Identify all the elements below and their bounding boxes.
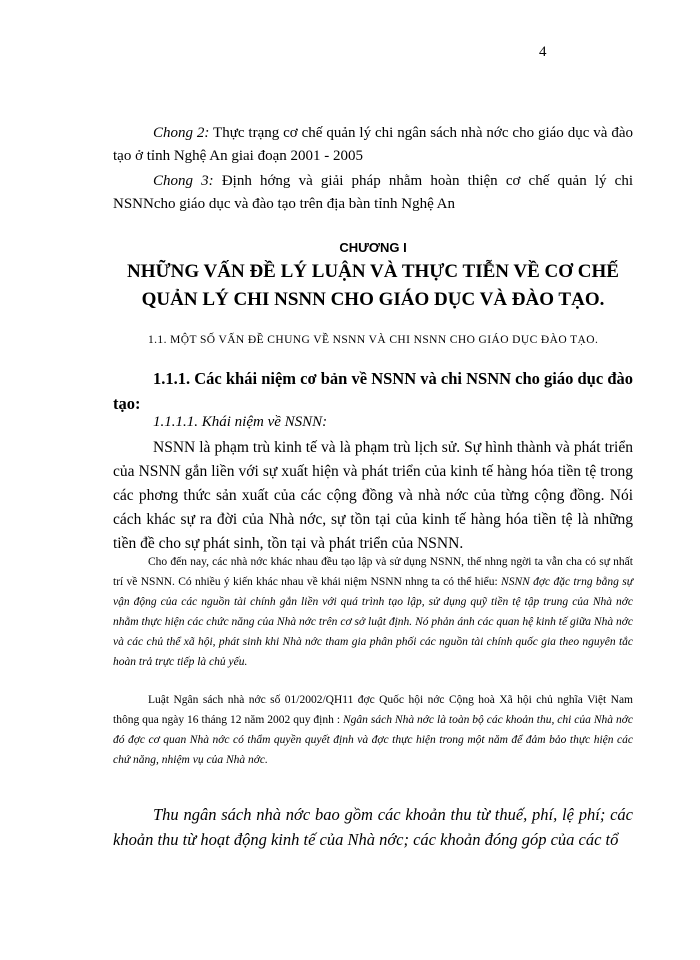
paragraph-3-italic: Ngân sách Nhà nớc là toàn bộ các khoản thu, chi của Nhà nớc đó đợc cơ quan Nhà nớc có thẩm quyền quyết định và đợc thực hiện trong một năm để đảm bảo thực hiện các chứ năng, nhiệm vụ của Nhà nớc. xyxy=(113,714,633,766)
paragraph-1-text: NSNN là phạm trù kinh tế và là phạm trù lịch sử. Sự hình thành và phát triển của NSNN gắn liền với sự xuất hiện và phát triển của kinh tế hàng hóa tiền tệ trong các phơng thức sản xuất của các cộng đồng và nhà nớc của từng cộng đồng. Nói cách khác sự ra đời của Nhà nớc, sự tồn tại của kinh tế hàng hóa tiền tệ là những tiền đề cho sự phát sinh, tồn tại và phát triển của NSNN. xyxy=(113,439,633,552)
chapter-3-text: Định hớng và giải pháp nhằm hoàn thiện cơ chế quản lý chi NSNNcho giáo dục và đào tạo trên địa bàn tỉnh Nghệ An xyxy=(113,173,634,212)
paragraph-2-plain: Cho đến nay, các nhà nớc khác nhau đều tạo lập và sử dụng NSNN, thế nhng ngời ta vẫn cha có sự nhất trí về NSNN. Có nhiều ý kiến khác nhau về khái niệm NSNN nhng ta có thể hiểu: xyxy=(113,556,633,588)
chapter-label: CHƯƠNG I xyxy=(339,240,407,255)
chapter-2-text: Thực trạng cơ chế quản lý chi ngân sách nhà nớc cho giáo dục và đào tạo ở tỉnh Nghệ An giai đoạn 2001 - 2005 xyxy=(113,125,634,164)
paragraph-budget-revenue xyxy=(113,802,633,852)
chapter-title-line-2: QUẢN LÝ CHI NSNN CHO GIÁO DỤC VÀ ĐÀO TẠO. xyxy=(141,289,605,310)
paragraph-3-plain: Luật Ngân sách nhà nớc số 01/2002/QH11 đợc Quốc hội nớc Cộng hoà Xã hội chủ nghĩa Việt Nam thông qua ngày 16 tháng 12 năm 2002 quy định : xyxy=(113,694,633,726)
chapter-3-label: Chong 3: xyxy=(153,173,214,189)
chapter-2-label: Chong 2: xyxy=(153,125,210,141)
section-1-1-1-text: 1.1.1. Các khái niệm cơ bản về NSNN và chi NSNN cho giáo dục đào tạo: xyxy=(113,369,633,413)
page-number: 4 xyxy=(539,44,547,60)
section-heading-1-1 xyxy=(113,333,633,348)
paragraph-3 xyxy=(113,690,633,770)
paragraph-budget-law xyxy=(113,690,633,770)
section-heading-1-1-1-1: 1.1.1.1. Khái niệm về NSNN: xyxy=(153,414,328,430)
intro-chapter-2 xyxy=(113,122,633,168)
paragraph-nsnn-definition xyxy=(113,436,633,556)
intro-chapter-3-paragraph xyxy=(113,170,633,216)
intro-chapter-3 xyxy=(113,170,633,216)
paragraph-2 xyxy=(113,552,633,672)
chapter-title-line-1: NHỮNG VẤN ĐỀ LÝ LUẬN VÀ THỰC TIỄN VỀ CƠ CHẾ xyxy=(127,261,619,282)
intro-chapter-2-paragraph xyxy=(113,122,633,168)
paragraph-nsnn-views xyxy=(113,552,633,672)
section-heading-1-1-1 xyxy=(113,366,633,416)
chapter-title xyxy=(113,258,633,314)
section-1-1-text: 1.1. MỘT SỐ VẤN ĐỀ CHUNG VỀ NSNN VÀ CHI NSNN CHO GIÁO DỤC ĐÀO TẠO. xyxy=(148,334,599,346)
paragraph-4-text: Thu ngân sách nhà nớc bao gồm các khoản thu từ thuế, phí, lệ phí; các khoản thu từ hoạt động kinh tế của Nhà nớc; các khoản đóng góp của các tổ xyxy=(113,805,633,849)
paragraph-2-italic: NSNN đợc đặc trng bằng sự vận động của các nguồn tài chính gắn liền với quá trình tạo lập, sử dụng quỹ tiền tệ tập trung của Nhà nớc nhằm thực hiện các chức năng của Nhà nớc trên cơ sở luật định. Nó phản ánh các quan hệ kinh tế giữa Nhà nớc và các chủ thể xã hội, phát sinh khi Nhà nớc tham gia phân phối các nguồn tài chính quốc gia theo nguyên tắc hoàn trả trực tiếp là chủ yếu. xyxy=(113,576,634,668)
